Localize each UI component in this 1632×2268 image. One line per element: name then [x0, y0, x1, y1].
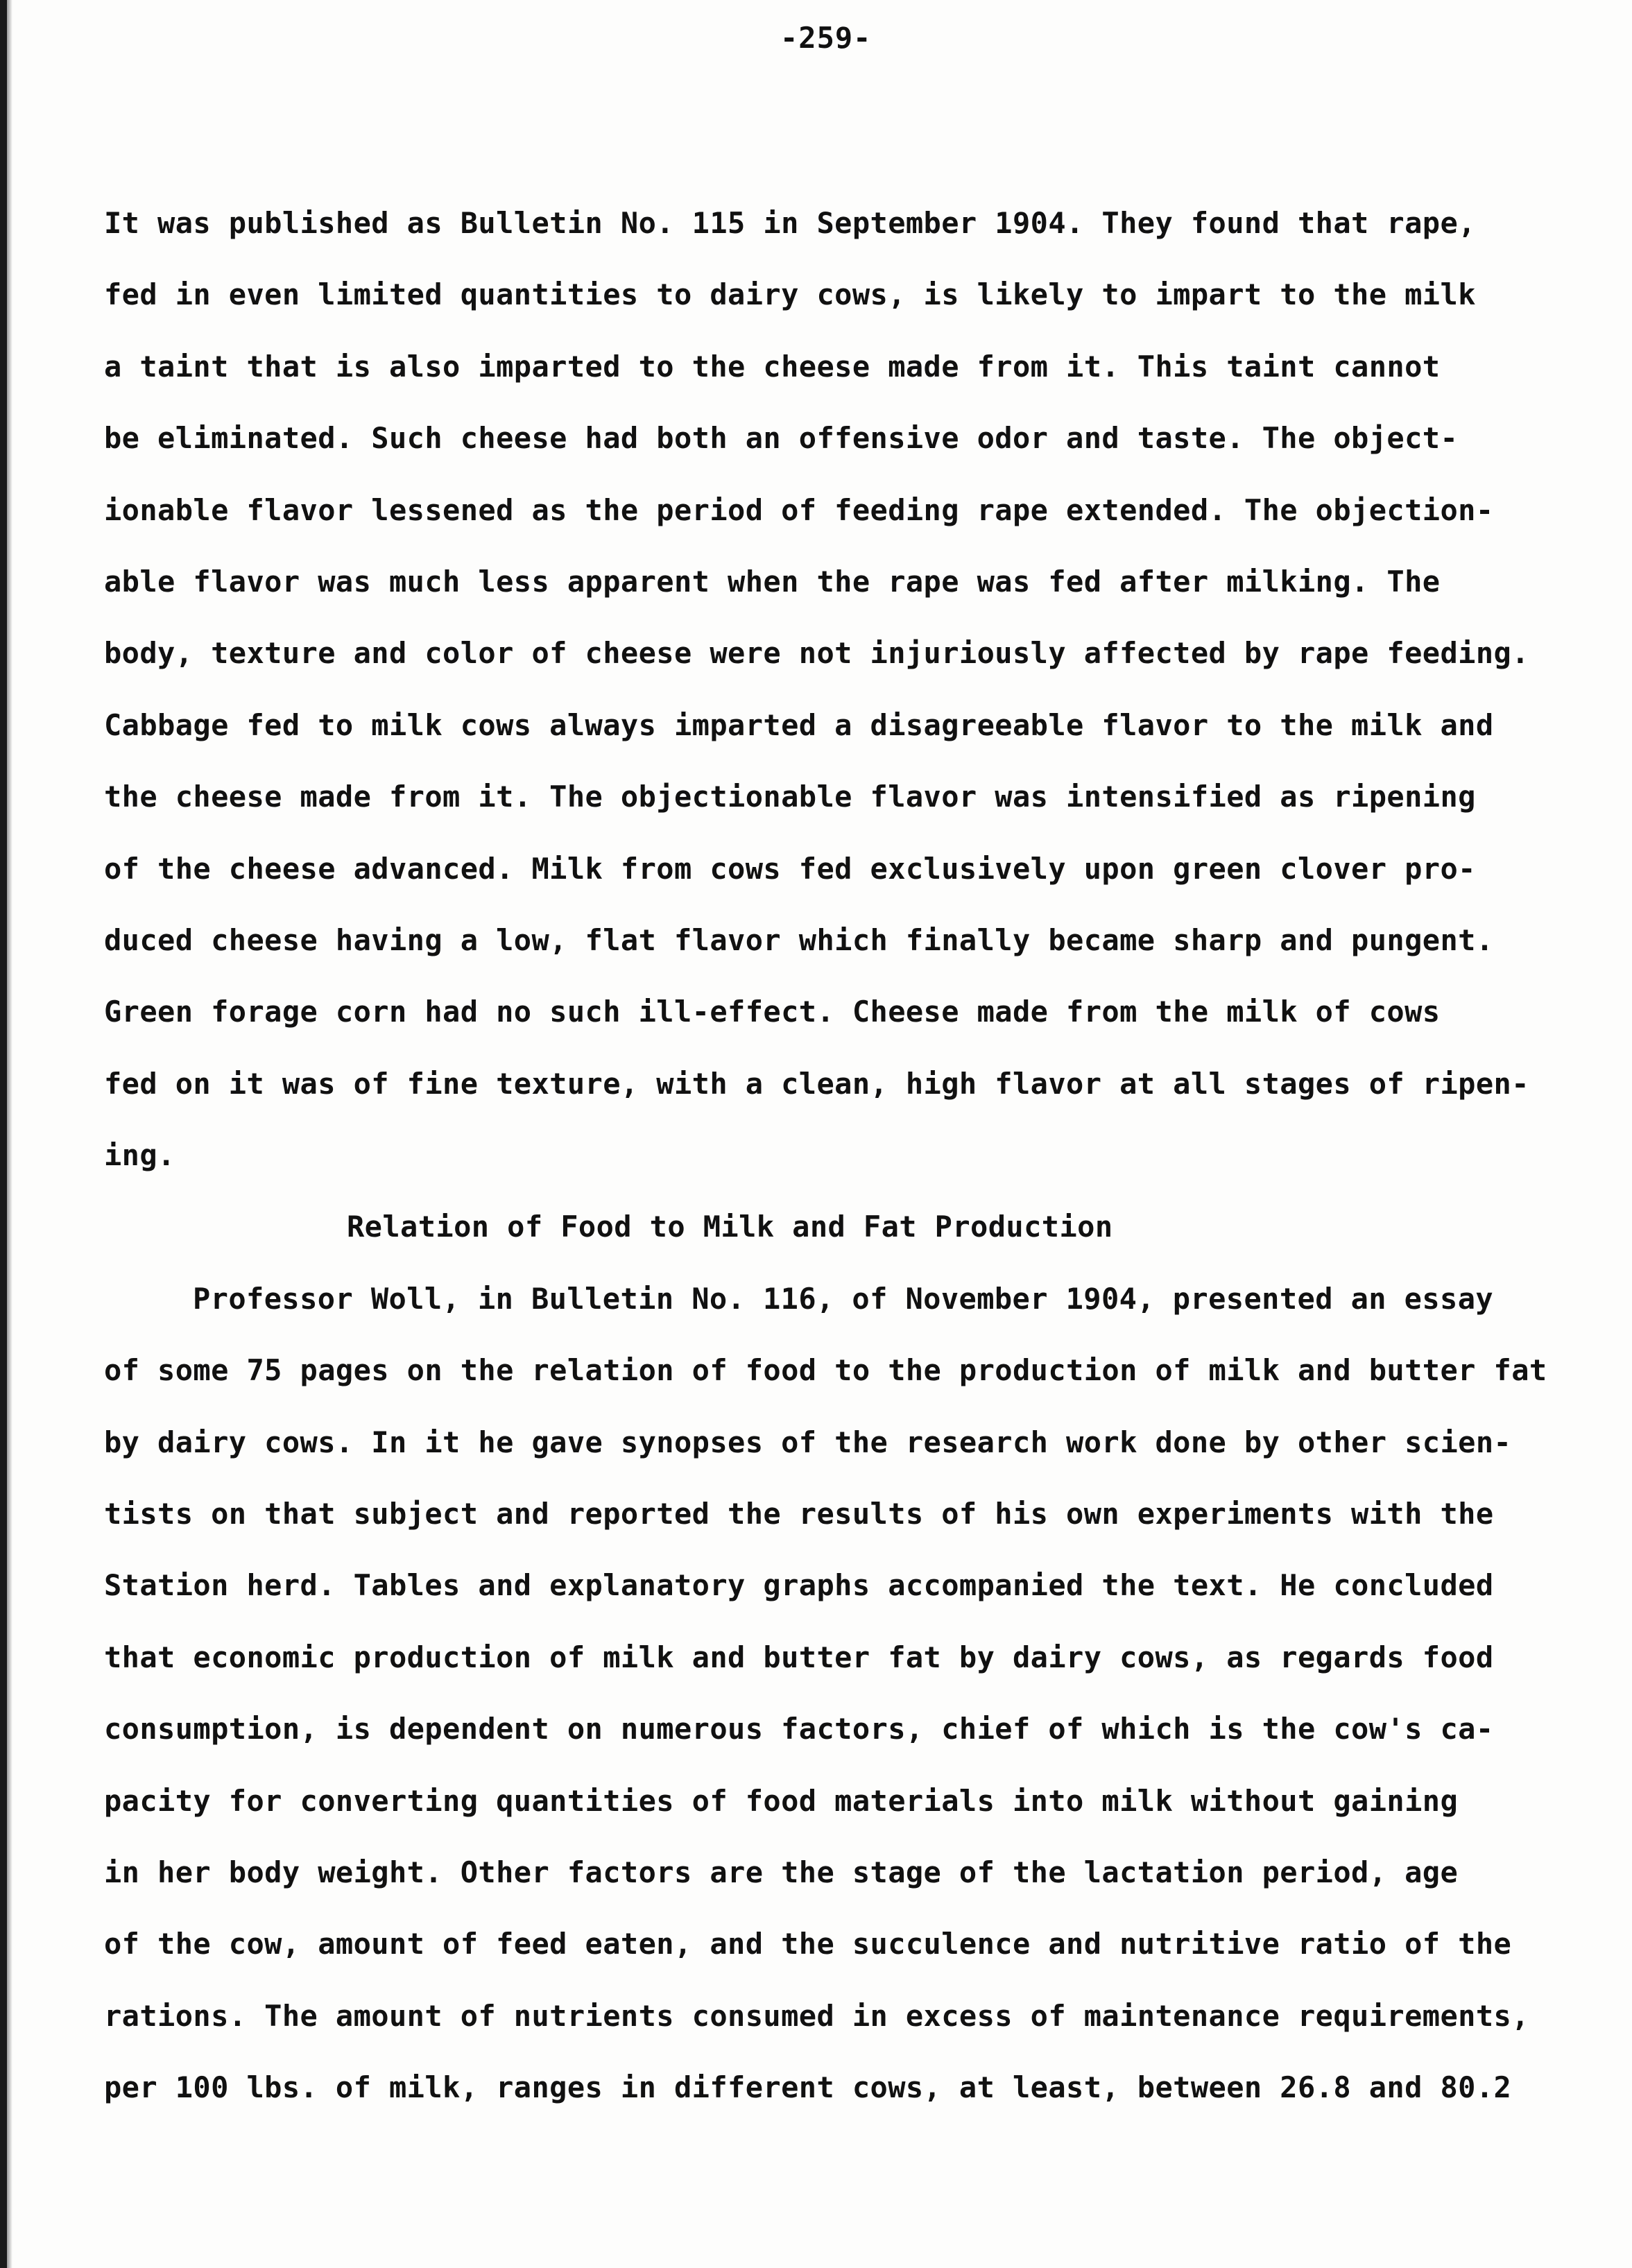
text-line: a taint that is also imparted to the cheese made from it. This taint cannot [104, 349, 1441, 384]
section-heading: Relation of Food to Milk and Fat Production [347, 1210, 1113, 1244]
text-line: per 100 lbs. of milk, ranges in different cows, at least, between 26.8 and 80.2 [104, 2070, 1512, 2105]
text-line: Professor Woll, in Bulletin No. 116, of November 1904, presented an essay [193, 1281, 1494, 1316]
text-line: of some 75 pages on the relation of food to the production of milk and butter fat [104, 1353, 1547, 1388]
text-line: duced cheese having a low, flat flavor which finally became sharp and pungent. [104, 922, 1494, 957]
text-line: be eliminated. Such cheese had both an offensive odor and taste. The object- [104, 421, 1459, 456]
page-number: -259- [780, 21, 872, 55]
paragraph-rape-cabbage-clover [104, 187, 1529, 1191]
text-line: the cheese made from it. The objectionable flavor was intensified as ripening [104, 780, 1476, 814]
text-line: fed in even limited quantities to dairy cows, is likely to impart to the milk [104, 277, 1476, 312]
text-line: ionable flavor lessened as the period of feeding rape extended. The objection- [104, 492, 1494, 527]
text-line: fed on it was of fine texture, with a clean, high flavor at all stages of ripen- [104, 1066, 1529, 1101]
text-line: that economic production of milk and butter fat by dairy cows, as regards food [104, 1640, 1494, 1674]
paragraph-woll-bulletin [104, 1263, 1547, 2124]
text-line: Green forage corn had no such ill-effect. Cheese made from the milk of cows [104, 995, 1441, 1029]
text-line: body, texture and color of cheese were not injuriously affected by rape feeding. [104, 636, 1529, 671]
text-line: in her body weight. Other factors are the stage of the lactation period, age [104, 1855, 1459, 1889]
text-line: ing. [104, 1138, 175, 1173]
text-line: of the cow, amount of feed eaten, and the succulence and nutritive ratio of the [104, 1927, 1512, 1961]
text-line: able flavor was much less apparent when the rape was fed after milking. The [104, 564, 1441, 599]
text-line: by dairy cows. In it he gave synopses of the research work done by other scien- [104, 1425, 1512, 1459]
text-line: Cabbage fed to milk cows always imparted a disagreeable flavor to the milk and [104, 707, 1494, 742]
text-line: pacity for converting quantities of food materials into milk without gaining [104, 1783, 1459, 1818]
page-edge-shadow [7, 0, 12, 2268]
text-line: tists on that subject and reported the results of his own experiments with the [104, 1497, 1494, 1531]
text-line: Station herd. Tables and explanatory graphs accompanied the text. He concluded [104, 1568, 1494, 1603]
text-line: It was published as Bulletin No. 115 in September 1904. They found that rape, [104, 206, 1476, 240]
text-line: rations. The amount of nutrients consumed in excess of maintenance requirements, [104, 1998, 1529, 2033]
body-text [104, 187, 1547, 2124]
page-left-border [0, 0, 7, 2268]
text-line: consumption, is dependent on numerous factors, chief of which is the cow's ca- [104, 1712, 1494, 1746]
text-line: of the cheese advanced. Milk from cows fed exclusively upon green clover pro- [104, 851, 1476, 886]
